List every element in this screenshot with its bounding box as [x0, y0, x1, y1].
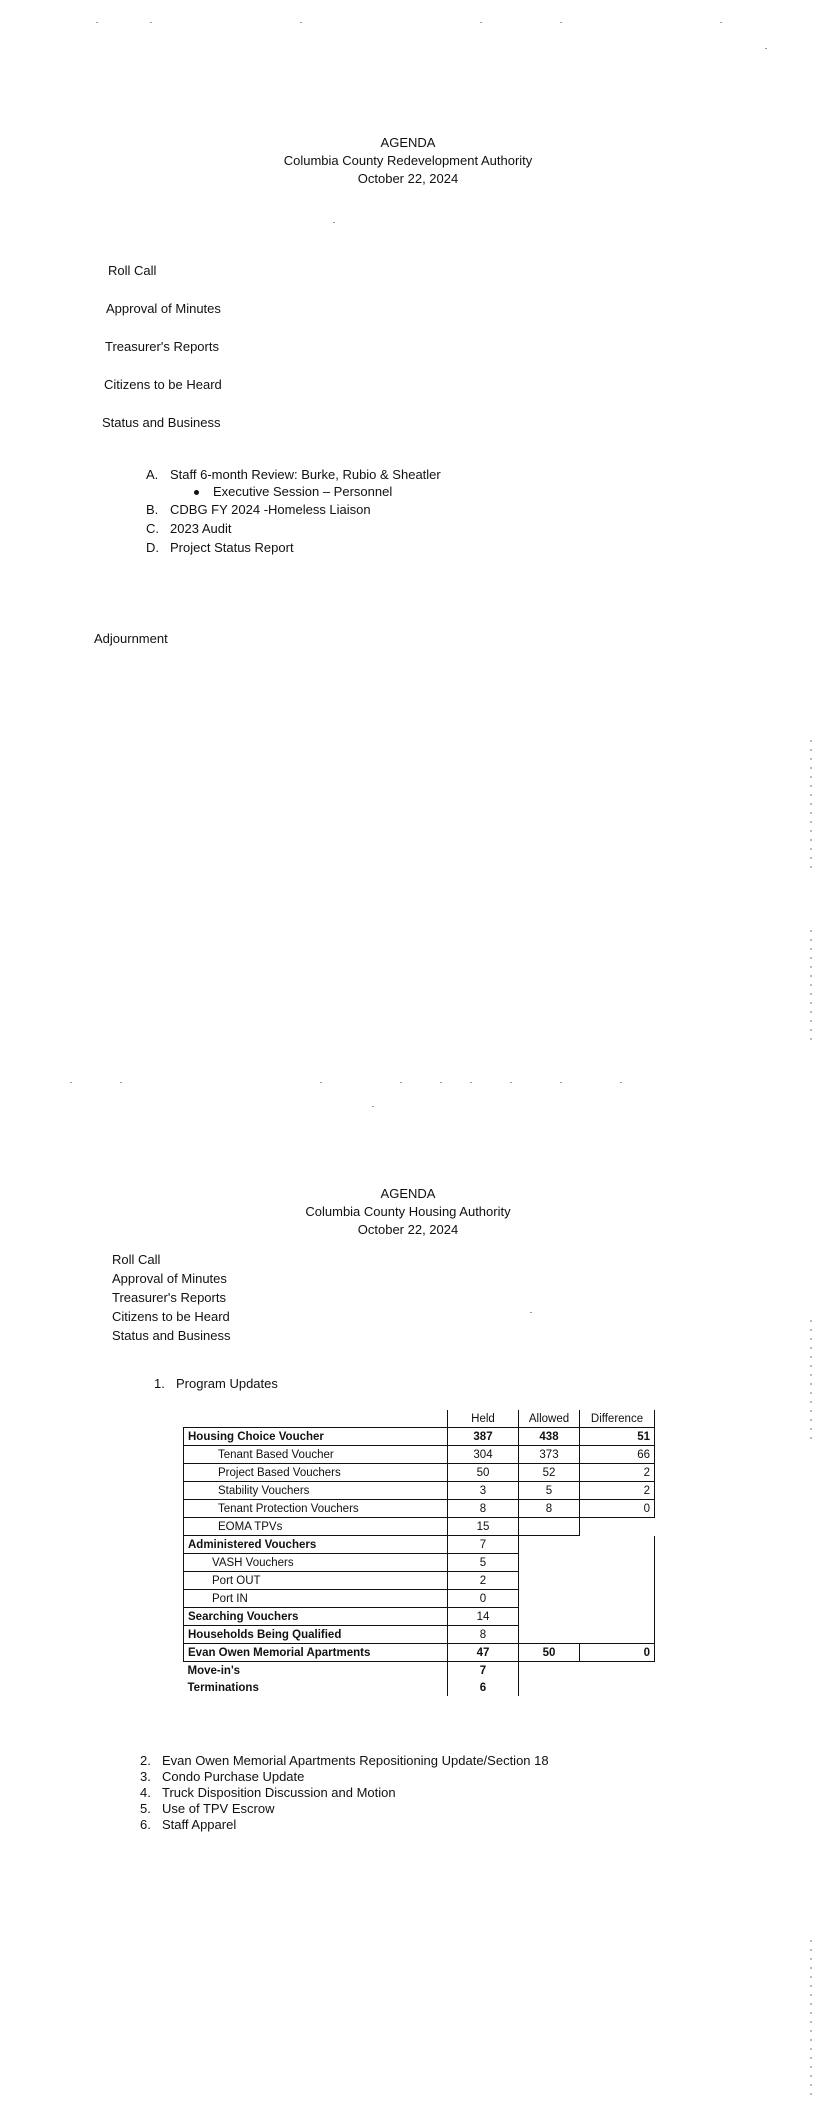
meeting-date: October 22, 2024 [357, 1222, 459, 1237]
table-row: Searching Vouchers 14 [184, 1608, 655, 1626]
table-row: Tenant Protection Vouchers 8 8 0 [184, 1500, 655, 1518]
sub-item-letter: C. [146, 521, 159, 536]
table-row: VASH Vouchers 5 [184, 1554, 655, 1572]
agenda-title: AGENDA [380, 135, 436, 150]
table-row: Stability Vouchers 3 5 2 [184, 1482, 655, 1500]
treasurers-reports: Treasurer's Reports [112, 1290, 226, 1305]
table-row: Housing Choice Voucher 387 438 51 [184, 1428, 655, 1446]
roll-call: Roll Call [108, 263, 157, 278]
table-row: Terminations 6 [184, 1679, 655, 1696]
agenda-header [0, 1185, 816, 1239]
organization-name: Columbia County Housing Authority [305, 1204, 511, 1219]
table-header-row [184, 1410, 655, 1428]
status-and-business: Status and Business [112, 1328, 231, 1343]
adjournment: Adjournment [94, 631, 168, 646]
roll-call: Roll Call [112, 1252, 161, 1267]
list-item: 3. Condo Purchase Update [140, 1769, 305, 1784]
table-row: Port OUT 2 [184, 1572, 655, 1590]
list-item: 5. Use of TPV Escrow [140, 1801, 275, 1816]
table-row: Evan Owen Memorial Apartments 47 50 0 [184, 1644, 655, 1662]
column-header: Allowed [519, 1410, 580, 1428]
sub-item-letter: A. [146, 467, 159, 482]
sub-item [146, 500, 441, 519]
sub-item-text: 2023 Audit [170, 521, 232, 536]
numbered-items [140, 1753, 549, 1833]
citizens-to-be-heard: Citizens to be Heard [104, 377, 222, 392]
housing-agenda-page [0, 1080, 816, 2112]
sub-item [146, 519, 441, 538]
table-row: Tenant Based Voucher 304 373 66 [184, 1446, 655, 1464]
table-row: EOMA TPVs 15 [184, 1518, 655, 1536]
table-row: Move-in's 7 [184, 1662, 655, 1680]
program-updates-heading: 1. Program Updates [154, 1376, 278, 1391]
agenda-title: AGENDA [380, 1186, 436, 1201]
sub-item [146, 465, 441, 484]
table-row: Administered Vouchers 7 [184, 1536, 655, 1554]
sub-item-text: CDBG FY 2024 -Homeless Liaison [170, 502, 371, 517]
housing-items [112, 1250, 231, 1345]
sub-item-text: Staff 6-month Review: Burke, Rubio & Sheatler [170, 467, 441, 482]
list-item: 6. Staff Apparel [140, 1817, 237, 1832]
sub-item-text: Project Status Report [170, 540, 294, 555]
sub-item [146, 538, 441, 557]
table-row: Households Being Qualified 8 [184, 1626, 655, 1644]
treasurers-reports: Treasurer's Reports [105, 339, 219, 354]
list-item: 4. Truck Disposition Discussion and Motion [140, 1785, 396, 1800]
sub-item-letter: D. [146, 540, 159, 555]
agenda-header [0, 134, 816, 188]
sub-item-bullet: Executive Session – Personnel [146, 484, 441, 500]
table-row: Project Based Vouchers 50 52 2 [184, 1464, 655, 1482]
citizens-to-be-heard: Citizens to be Heard [112, 1309, 230, 1324]
bullet-icon [194, 490, 199, 495]
approval-of-minutes: Approval of Minutes [106, 301, 221, 316]
approval-of-minutes: Approval of Minutes [112, 1271, 227, 1286]
sub-item-letter: B. [146, 502, 159, 517]
column-header: Held [448, 1410, 519, 1428]
meeting-date: October 22, 2024 [357, 171, 459, 186]
table-row: Port IN 0 [184, 1590, 655, 1608]
business-sub-items [146, 465, 441, 557]
program-updates-table [183, 1410, 655, 1696]
status-and-business: Status and Business [102, 415, 221, 430]
list-item: 2. Evan Owen Memorial Apartments Repositioning Update/Section 18 [140, 1753, 549, 1768]
organization-name: Columbia County Redevelopment Authority [283, 153, 533, 168]
column-header: Difference [580, 1410, 655, 1428]
